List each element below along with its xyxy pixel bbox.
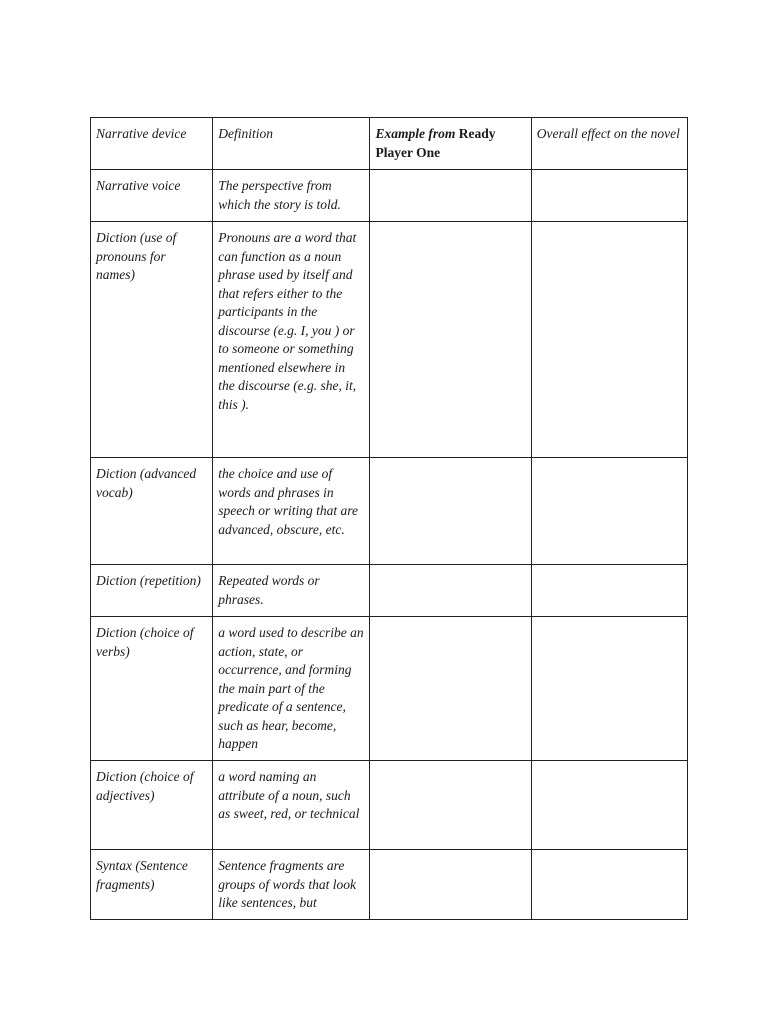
definition-cell: Repeated words or phrases. <box>213 565 370 617</box>
table-header-row <box>91 118 688 170</box>
effect-cell[interactable] <box>531 617 687 761</box>
definition-cell: Pronouns are a word that can function as a noun phrase used by itself and that refers either to the participants in the discourse (e.g. I, you ) or to someone or something mentioned elsewhere in the discourse (e.g. she, it, this ). <box>213 222 370 458</box>
effect-cell[interactable] <box>531 761 687 850</box>
table-row <box>91 617 688 761</box>
example-cell[interactable] <box>370 170 531 222</box>
example-cell[interactable] <box>370 761 531 850</box>
effect-cell[interactable] <box>531 850 687 920</box>
table-row <box>91 761 688 850</box>
header-definition: Definition <box>213 118 370 170</box>
example-cell[interactable] <box>370 617 531 761</box>
effect-cell[interactable] <box>531 170 687 222</box>
table-row <box>91 458 688 565</box>
definition-cell: Sentence fragments are groups of words that look like sentences, but <box>213 850 370 920</box>
table-row <box>91 565 688 617</box>
device-cell: Diction (advanced vocab) <box>91 458 213 565</box>
effect-cell[interactable] <box>531 565 687 617</box>
device-cell: Diction (choice of verbs) <box>91 617 213 761</box>
definition-cell: The perspective from which the story is told. <box>213 170 370 222</box>
example-cell[interactable] <box>370 458 531 565</box>
device-cell: Diction (use of pronouns for names) <box>91 222 213 458</box>
device-cell: Diction (repetition) <box>91 565 213 617</box>
header-overall-effect: Overall effect on the novel <box>531 118 687 170</box>
device-cell: Narrative voice <box>91 170 213 222</box>
definition-cell: a word naming an attribute of a noun, such as sweet, red, or technical <box>213 761 370 850</box>
device-cell: Syntax (Sentence fragments) <box>91 850 213 920</box>
effect-cell[interactable] <box>531 222 687 458</box>
table-row <box>91 850 688 920</box>
effect-cell[interactable] <box>531 458 687 565</box>
narrative-devices-table <box>90 117 688 920</box>
device-cell: Diction (choice of adjectives) <box>91 761 213 850</box>
definition-cell: the choice and use of words and phrases in speech or writing that are advanced, obscure, etc. <box>213 458 370 565</box>
header-narrative-device: Narrative device <box>91 118 213 170</box>
example-cell[interactable] <box>370 222 531 458</box>
example-cell[interactable] <box>370 565 531 617</box>
table-row <box>91 170 688 222</box>
header-example <box>370 118 531 170</box>
table-row <box>91 222 688 458</box>
header-example-prefix: Example from <box>375 126 456 141</box>
header-example-title: Ready Player One <box>375 126 496 160</box>
example-cell[interactable] <box>370 850 531 920</box>
definition-cell: a word used to describe an action, state, or occurrence, and forming the main part of the predicate of a sentence, such as hear, become, happen <box>213 617 370 761</box>
